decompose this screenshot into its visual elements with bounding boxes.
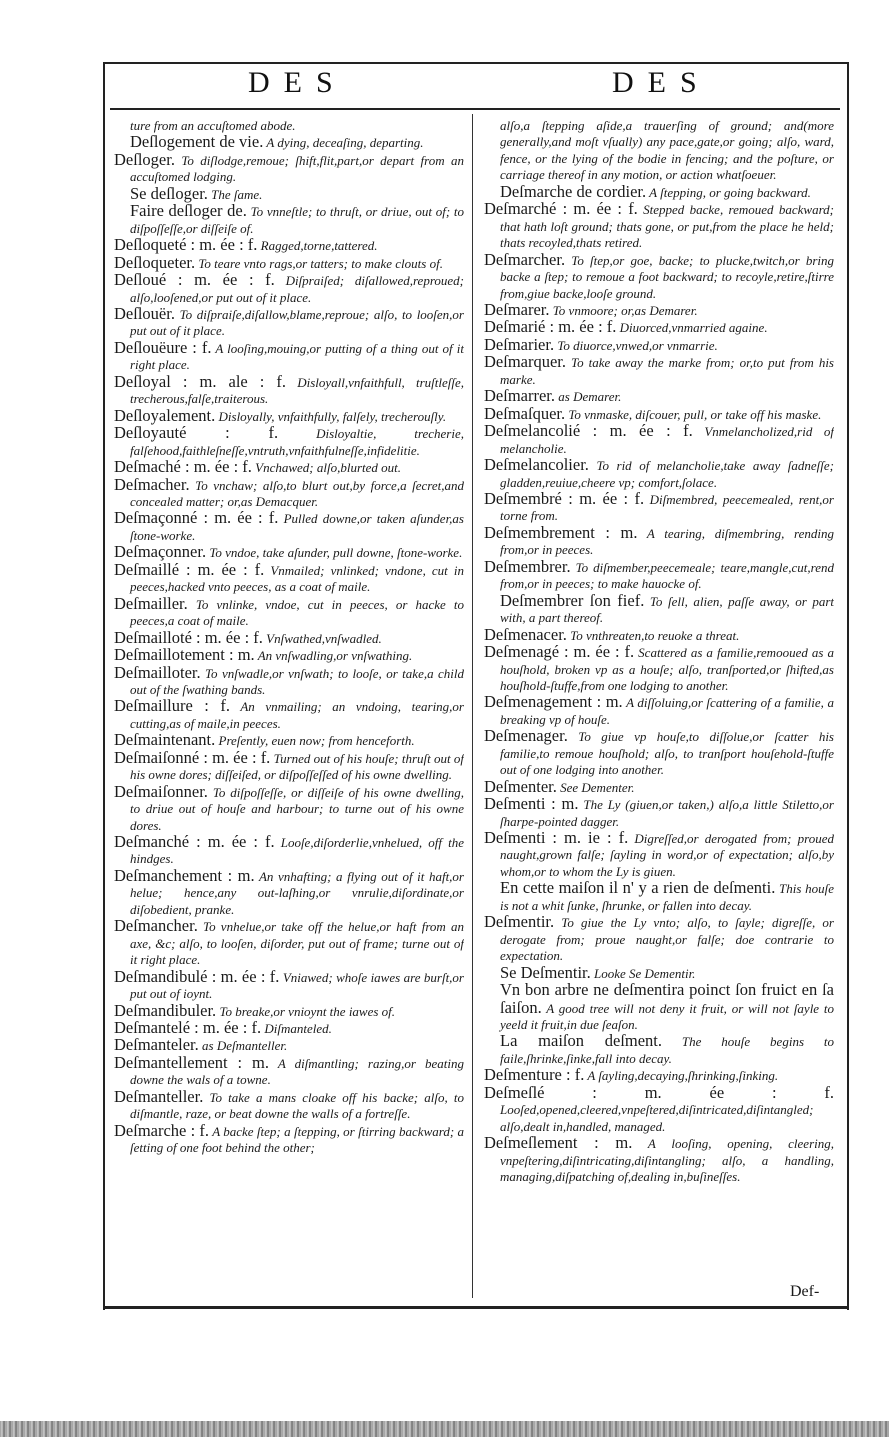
entry-headword: Deſmenture : f. <box>484 1067 585 1085</box>
dictionary-entry <box>484 388 834 405</box>
entry-gloss: Vniawed; whoſe iawes are burſt,or put out of ioynt. <box>130 969 464 1002</box>
entry-gloss: To diſpraiſe,diſallow,blame,reproue; alſo, to looſen,or put out of it place. <box>130 306 464 339</box>
entry-headword: Deſloué : m. ée : f. <box>114 272 275 290</box>
dictionary-entry <box>114 969 464 1003</box>
entry-gloss: See Dementer. <box>556 779 635 795</box>
dictionary-entry <box>114 459 464 476</box>
entry-headword: Deſloyalement. <box>114 407 216 425</box>
entry-headword: Deſmenagé : m. ée : f. <box>484 644 635 662</box>
entry-headword: La maiſon deſment. <box>500 1033 663 1051</box>
entry-headword: Deſmarer. <box>484 301 550 319</box>
dictionary-entry <box>114 562 464 596</box>
entry-gloss: To vnlinke, vndoe, cut in peeces, or hacke to peeces,a coat of maile. <box>130 596 464 629</box>
dictionary-entry <box>484 1067 834 1084</box>
entry-headword: Deſmailler. <box>114 595 188 613</box>
entry-headword: Deſmenti : m. <box>484 796 579 814</box>
entry-gloss: A diſmantling; razing,or beating downe the wals of a towne. <box>130 1055 464 1088</box>
dictionary-entry <box>114 255 464 272</box>
dictionary-entry <box>114 203 464 237</box>
dictionary-entry <box>484 337 834 354</box>
dictionary-entry <box>484 354 834 388</box>
entry-headword: Deſmanteler. <box>114 1037 199 1055</box>
entry-headword: Deſmaçonner. <box>114 544 207 562</box>
entry-gloss: To vnmaske, diſcouer, pull, or take off his maske. <box>565 406 822 422</box>
entry-headword: Deſmembrement : m. <box>484 524 638 542</box>
entry-headword: Deſmaché : m. ée : f. <box>114 459 252 477</box>
dictionary-entry <box>484 423 834 457</box>
entry-gloss: Diſmembred, peecemealed, rent,or torne from. <box>500 491 834 524</box>
dictionary-entry <box>114 374 464 408</box>
entry-headword: Deſlogement de vie. <box>130 134 264 152</box>
dictionary-entry <box>114 1089 464 1123</box>
entry-headword: Deſmenacer. <box>484 626 567 644</box>
dictionary-entry <box>484 457 834 491</box>
entry-gloss: This houſe is not a whit ſunke, ſhrunke, or fallen into decay. <box>500 881 834 913</box>
entry-headword: Deſmenager. <box>484 728 568 746</box>
entry-gloss: Vnmailed; vnlinked; vndone, cut in peeces,hacked vnto peeces, as a coat of maile. <box>130 562 464 595</box>
dictionary-entry <box>114 665 464 699</box>
dictionary-entry <box>114 510 464 544</box>
catchword: Def- <box>790 1283 820 1300</box>
dictionary-entry <box>484 880 834 914</box>
right-column <box>484 118 834 1186</box>
entry-headword: Deſmaçonné : m. ée : f. <box>114 510 279 528</box>
dictionary-entry <box>484 201 834 251</box>
entry-headword: Deſloyauté : f. <box>114 425 279 443</box>
entry-headword: Deſmenter. <box>484 778 557 796</box>
entry-gloss: A diſſoluing,or ſcattering of a familie, a breaking vp of houſe. <box>500 695 834 727</box>
dictionary-entry <box>484 982 834 1033</box>
dictionary-entry <box>114 596 464 630</box>
header-rule <box>110 108 840 110</box>
entry-headword: Deſmaiſonner. <box>114 783 208 801</box>
entry-gloss: Pulled downe,or taken aſunder,as ſtone-worke. <box>130 511 464 543</box>
dictionary-entry <box>114 340 464 374</box>
dictionary-entry <box>114 1055 464 1089</box>
entry-gloss: The ſame. <box>207 186 263 202</box>
entry-headword: Deſmenagement : m. <box>484 694 623 712</box>
entry-gloss: To vnthreaten,to reuoke a threat. <box>566 627 740 643</box>
left-column <box>114 118 464 1157</box>
dictionary-entry <box>484 406 834 423</box>
dictionary-entry <box>484 965 834 982</box>
dictionary-entry <box>484 644 834 694</box>
entry-headword: Deſmaintenant. <box>114 732 216 750</box>
dictionary-entry <box>114 647 464 664</box>
entry-gloss: To vndoe, take aſunder, pull downe, ſtone-worke. <box>206 545 463 561</box>
entry-headword: Deſmanteller. <box>114 1088 204 1106</box>
entry-gloss: A looſing, opening, cleering, vnpeſtering,diſintricating,diſintangling; alſo, a handling, managing,diſpatching of,dealing in,buſineſſes. <box>500 1136 834 1185</box>
entry-gloss: An vnhafting; a flying out of it haft,or helue; hence,any out-laſhing,or vnrulie,diſordinate,or diſobedient, pranke. <box>130 868 464 917</box>
entry-headword: Deſmailloté : m. ée : f. <box>114 629 263 647</box>
dictionary-entry <box>114 784 464 834</box>
entry-gloss: A tearing, diſmembring, rending from,or in peeces. <box>500 525 834 558</box>
entry-headword: Faire deſloger de. <box>130 203 247 221</box>
entry-headword: Deſmantellement : m. <box>114 1054 270 1072</box>
entry-headword: Deſmanché : m. ée : f. <box>114 834 275 852</box>
entry-headword: Deſmembrer. <box>484 558 571 576</box>
entry-gloss: Vnmelancholized,rid of melancholie. <box>500 424 834 456</box>
dictionary-entry <box>484 796 834 830</box>
dictionary-entry <box>484 627 834 644</box>
dictionary-entry <box>484 728 834 778</box>
dictionary-entry <box>484 1033 834 1067</box>
entry-headword: Deſlouëure : f. <box>114 339 212 357</box>
dictionary-entry <box>114 186 464 203</box>
dictionary-entry <box>484 694 834 728</box>
dictionary-entry <box>114 1003 464 1020</box>
entry-headword: Deſloger. <box>114 151 175 169</box>
entry-headword: Deſmentir. <box>484 914 555 932</box>
entry-headword: Deſmantelé : m. ée : f. <box>114 1020 262 1038</box>
entry-gloss: Diſpraiſed; diſallowed,reproued; alſo,looſened,or put out of it place. <box>130 273 464 305</box>
entry-gloss: ture from an accuſtomed abode. <box>130 118 296 133</box>
dictionary-entry <box>114 306 464 340</box>
entry-gloss: Disloyall,vnfaithfull, truſtleſſe, trecherous,falſe,traiterous. <box>130 374 464 407</box>
entry-headword: Deſmaillé : m. ée : f. <box>114 561 265 579</box>
running-head-left: DES <box>248 66 347 99</box>
entry-gloss: A dying, deceaſing, departing. <box>263 135 424 151</box>
entry-gloss: An vnſwadling,or vnſwathing. <box>254 648 413 664</box>
dictionary-entry <box>484 779 834 796</box>
dictionary-entry <box>484 593 834 627</box>
column-divider <box>472 114 473 1298</box>
dictionary-entry <box>114 425 464 459</box>
entry-gloss: Turned out of his houſe; thruſt out of his owne dores; diſſeiſed, or diſpoſſeſſed of his owne dwelling. <box>130 750 464 783</box>
entry-headword: Deſmancher. <box>114 918 198 936</box>
entry-headword: Se Deſmentir. <box>500 964 591 982</box>
dictionary-entry <box>114 698 464 732</box>
entry-gloss: To diſmember,peecemeale; teare,mangle,cut,rend from,or in peeces; to make hauocke of. <box>500 559 834 592</box>
entry-gloss: The Ly (giuen,or taken,) alſo,a little Stiletto,or ſharpe-pointed dagger. <box>500 797 834 829</box>
entry-gloss: as Deſmanteller. <box>198 1038 288 1054</box>
dictionary-entry <box>484 1085 834 1135</box>
entry-headword: Deſmaiſonné : m. ée : f. <box>114 749 271 767</box>
entry-headword: Vn bon arbre ne deſmentira poinct ſon fruict en ſa ſaiſon. <box>500 982 834 1017</box>
entry-gloss: Diuorced,vnmarried againe. <box>616 320 768 336</box>
entry-headword: Deſmandibulé : m. ée : f. <box>114 968 280 986</box>
dictionary-entry <box>114 834 464 868</box>
dictionary-entry <box>484 491 834 525</box>
entry-headword: Deſmarrer. <box>484 388 556 406</box>
dictionary-entry <box>114 118 464 134</box>
dictionary-entry <box>114 544 464 561</box>
dictionary-entry <box>114 1020 464 1037</box>
entry-gloss: A backe ſtep; a ſtepping, or ſtirring backward; a ſetting of one foot behind the other; <box>130 1123 464 1156</box>
entry-gloss: A ſtepping, or going backward. <box>646 184 811 200</box>
entry-gloss: The houſe begins to faile,ſhrinke,ſinke,fall into decay. <box>500 1034 834 1066</box>
dictionary-entry <box>484 830 834 880</box>
dictionary-entry <box>114 918 464 968</box>
dictionary-entry <box>114 477 464 511</box>
entry-gloss: To take away the marke from; or,to put from his marke. <box>500 355 834 387</box>
dictionary-entry <box>484 252 834 302</box>
dictionary-entry <box>114 750 464 784</box>
entry-gloss: as Demarer. <box>555 389 622 405</box>
entry-headword: Deſmarquer. <box>484 354 567 372</box>
dictionary-entry <box>114 1123 464 1157</box>
entry-gloss: To diſlodge,remoue; ſhift,flit,part,or depart from an accuſtomed lodging. <box>130 152 464 185</box>
dictionary-entry <box>484 302 834 319</box>
entry-gloss: To vnchaw; alſo,to blurt out,by force,a ſecret,and concealed matter; or,as Demacquer. <box>130 477 464 509</box>
entry-gloss: To diſpoſſeſſe, or diſſeiſe of his owne dwelling, to driue out of houſe and harbour; to turne out of his owne dores. <box>130 784 464 833</box>
dictionary-entry <box>484 559 834 593</box>
entry-gloss: To breake,or vnioynt the iawes of. <box>216 1003 396 1019</box>
dictionary-entry <box>484 118 834 184</box>
scan-edge <box>0 1421 889 1437</box>
entry-gloss: Looke Se Dementir. <box>590 965 696 981</box>
entry-headword: Deſmeſlement : m. <box>484 1135 633 1153</box>
entry-gloss: To take a mans cloake off his backe; alſo, to diſmantle, raze, or beat downe the walls of a fortreſſe. <box>130 1089 464 1122</box>
entry-headword: Deſmandibuler. <box>114 1002 217 1020</box>
entry-gloss: To giue vp houſe,to diſſolue,or ſcatter his familie,to remoue houſhold; alſo, to tranſport houſehold-ſtuffe out of one lodging into another. <box>500 729 834 778</box>
entry-gloss: To diuorce,vnwed,or vnmarrie. <box>554 337 718 353</box>
entry-gloss: Looſed,opened,cleered,vnpeſtered,diſintricated,diſintangled; alſo,dealt in,handled, managed. <box>500 1102 814 1134</box>
entry-gloss: Preſently, euen now; from henceforth. <box>215 733 415 749</box>
dictionary-entry <box>114 152 464 186</box>
entry-gloss: To vnneſtle; to thruſt, or driue, out of; to diſpoſſeſſe,or diſſeiſe of. <box>130 204 464 236</box>
entry-gloss: Vnſwathed,vnſwadled. <box>262 630 382 646</box>
dictionary-entry <box>114 408 464 425</box>
entry-headword: Deſmarche de cordier. <box>500 183 647 201</box>
entry-gloss: To teare vnto rags,or tatters; to make clouts of. <box>195 255 443 271</box>
entry-headword: Deſmembré : m. ée : f. <box>484 490 645 508</box>
entry-gloss: A good tree will not deny it fruit, or will not ſayle to yeeld it fruit,in due ſeaſon. <box>500 1000 834 1033</box>
dictionary-entry <box>484 319 834 336</box>
entry-headword: Deſmarche : f. <box>114 1122 210 1140</box>
entry-gloss: Looſe,diſorderlie,vnhelued, off the hindges. <box>130 835 464 867</box>
entry-headword: Deſmenti : m. ie : f. <box>484 830 629 848</box>
dictionary-entry <box>114 237 464 254</box>
entry-headword: Deſmarché : m. ée : f. <box>484 201 638 219</box>
entry-gloss: alſo,a ſtepping aſide,a trauerſing of ground; and(more generally,and moſt vſually) any pace,gate,or going; alſo, ward, fence, or the lying of the bodie in fencing; and the poſture, or carriage thereof in any motion, or action whatſoeuer. <box>500 118 834 183</box>
entry-headword: Deſmailloter. <box>114 664 201 682</box>
entry-gloss: To vnhelue,or take off the helue,or haft from an axe, &c; alſo, to looſen, diſorder, put out of frame; turne out of it right place. <box>130 919 464 968</box>
dictionary-entry <box>484 914 834 964</box>
entry-gloss: To vnmoore; or,as Demarer. <box>549 302 698 318</box>
dictionary-entry <box>114 134 464 151</box>
dictionary-entry <box>114 272 464 306</box>
entry-gloss: An vnmailing; an vndoing, tearing,or cutting,as of maile,in peeces. <box>130 699 464 731</box>
entry-headword: Deſmaillotement : m. <box>114 647 255 665</box>
entry-headword: Se deſloger. <box>130 185 208 203</box>
entry-gloss: Digreſſed,or derogated from; proued naught,grown falſe; ſayling in word,or of expectation; alſo,by whom,or to whom the Ly is giuen. <box>500 831 834 879</box>
entry-headword: Deſmarier. <box>484 336 555 354</box>
entry-gloss: Stepped backe, remoued backward; that hath loſt ground; thats gone, or put,from the place he held; thats recoyled,thats retired. <box>500 202 834 251</box>
entry-gloss: Disloyally, vnfaithfully, falſely, trecherouſly. <box>215 408 447 424</box>
entry-gloss: To rid of melancholie,take away ſadneſſe; gladden,reuiue,cheere vp; comfort,ſolace. <box>500 458 834 490</box>
entry-headword: Deſmelancolié : m. ée : f. <box>484 423 693 441</box>
entry-gloss: Scattered as a familie,remooued as a houſhold, broken vp as a houſe; alſo, tranſported,or ſhifted,as houſhold-ſtuffe,from one lodging to another. <box>500 645 834 693</box>
entry-headword: Deſloyal : m. ale : f. <box>114 373 287 391</box>
entry-gloss: A ſayling,decaying,ſhrinking,ſinking. <box>584 1068 779 1084</box>
entry-gloss: To giue the Ly vnto; alſo, to ſayle; digreſſe, or derogate from; proue naught,or falſe; doe contrarie to expectation. <box>500 915 834 964</box>
entry-gloss: A looſing,mouing,or putting of a thing out of it right place. <box>130 340 464 373</box>
dictionary-entry <box>114 732 464 749</box>
entry-headword: Deſloqueté : m. ée : f. <box>114 237 258 255</box>
entry-headword: Deſmelancolier. <box>484 457 589 475</box>
entry-headword: Deſloqueter. <box>114 254 196 272</box>
entry-gloss: To ſell, alien, paſſe away, or part with, a part thereof. <box>500 593 834 626</box>
entry-headword: Deſlouër. <box>114 305 175 323</box>
entry-gloss: Vnchawed; alſo,blurted out. <box>251 460 402 476</box>
entry-headword: Deſmacher. <box>114 476 190 494</box>
entry-gloss: Disloyaltie, trecherie, falſehood,faithleſneſſe,vntruth,vnfaithfulneſſe,infidelitie. <box>130 426 464 458</box>
entry-gloss: Diſmanteled. <box>261 1021 332 1037</box>
page-frame-bottom-rule <box>103 1306 847 1309</box>
entry-headword: Deſmarié : m. ée : f. <box>484 319 617 337</box>
entry-headword: Deſmaillure : f. <box>114 698 230 716</box>
entry-gloss: Ragged,torne,tattered. <box>257 238 378 254</box>
entry-headword: Deſmaſquer. <box>484 405 566 423</box>
entry-headword: Deſmarcher. <box>484 251 566 269</box>
entry-gloss: To ſtep,or goe, backe; to plucke,twitch,or bring backe a ſtep; to remoue a foot backward; to recoyle,retire,ſtirre from,giue backe,looſe ground. <box>500 252 834 301</box>
entry-gloss: To vnſwadle,or vnſwath; to looſe, or take,a child out of the ſwathing bands. <box>130 665 464 697</box>
entry-headword: En cette maiſon il n' y a rien de deſmenti. <box>500 880 776 898</box>
dictionary-entry <box>484 184 834 201</box>
dictionary-entry <box>114 868 464 918</box>
running-head-right: DES <box>612 66 711 99</box>
entry-headword: Deſmeſlé : m. ée : f. <box>484 1084 834 1102</box>
entry-headword: Deſmanchement : m. <box>114 867 255 885</box>
dictionary-entry <box>484 525 834 559</box>
dictionary-entry <box>114 1037 464 1054</box>
dictionary-entry <box>484 1135 834 1185</box>
entry-headword: Deſmembrer ſon fief. <box>500 592 645 610</box>
dictionary-entry <box>114 630 464 647</box>
